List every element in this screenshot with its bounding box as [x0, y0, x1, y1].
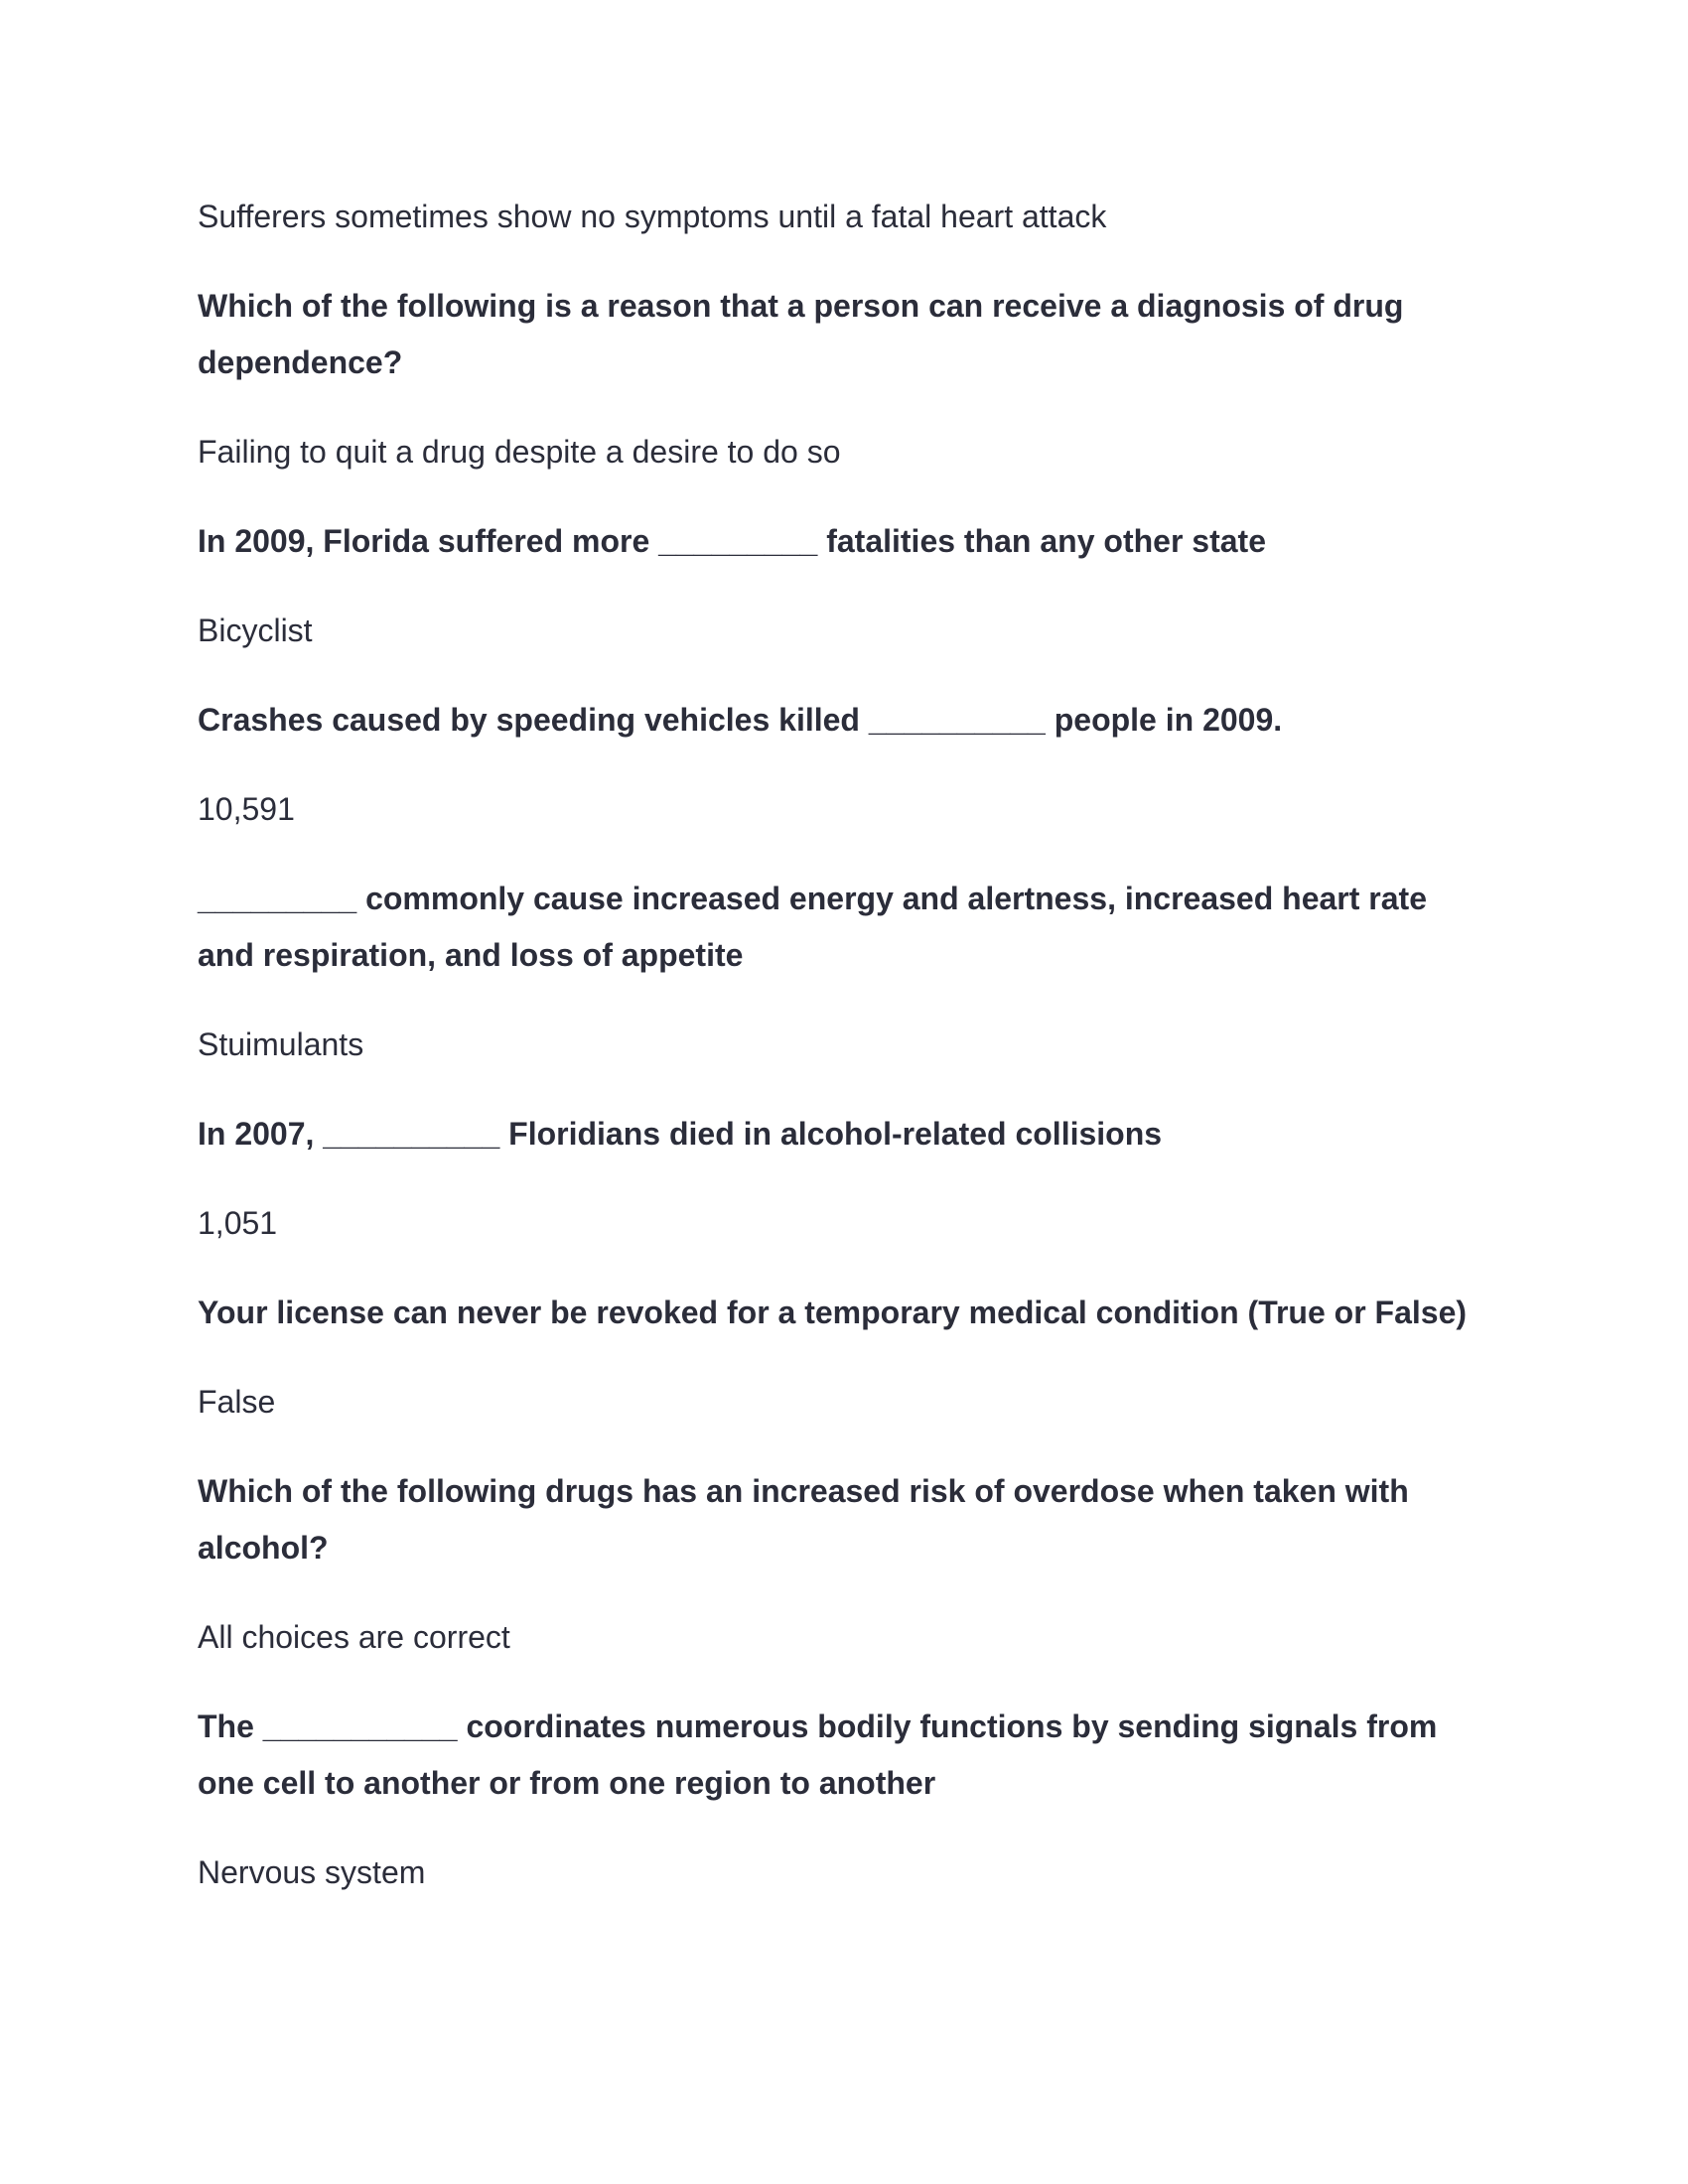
document-body	[198, 189, 1488, 1934]
answer-text: Nervous system	[198, 1854, 426, 1890]
question-text: Which of the following drugs has an increased risk of overdose when taken with alcohol?	[198, 1473, 1409, 1566]
question-text: The ___________ coordinates numerous bodily functions by sending signals from one cell to another or from one region to another	[198, 1708, 1438, 1801]
question-text: In 2007, __________ Floridians died in alcohol-related collisions	[198, 1116, 1163, 1152]
answer-text: Failing to quit a drug despite a desire to do so	[198, 434, 841, 470]
question-text: In 2009, Florida suffered more _________ fatalities than any other state	[198, 523, 1266, 559]
question-text: Crashes caused by speeding vehicles killed __________ people in 2009.	[198, 702, 1283, 738]
answer-text: All choices are correct	[198, 1619, 510, 1655]
answer-text: Bicyclist	[198, 613, 313, 648]
answer-text: False	[198, 1384, 276, 1420]
answer-text: 1,051	[198, 1205, 278, 1241]
answer-text: Stuimulants	[198, 1026, 364, 1062]
question-text: Which of the following is a reason that a person can receive a diagnosis of drug dependence?	[198, 288, 1404, 380]
question-text: _________ commonly cause increased energy and alertness, increased heart rate and respiration, and loss of appetite	[198, 881, 1427, 973]
answer-text: 10,591	[198, 791, 295, 827]
question-text: Your license can never be revoked for a temporary medical condition (True or False)	[198, 1295, 1468, 1330]
answer-text: Sufferers sometimes show no symptoms until a fatal heart attack	[198, 199, 1107, 234]
